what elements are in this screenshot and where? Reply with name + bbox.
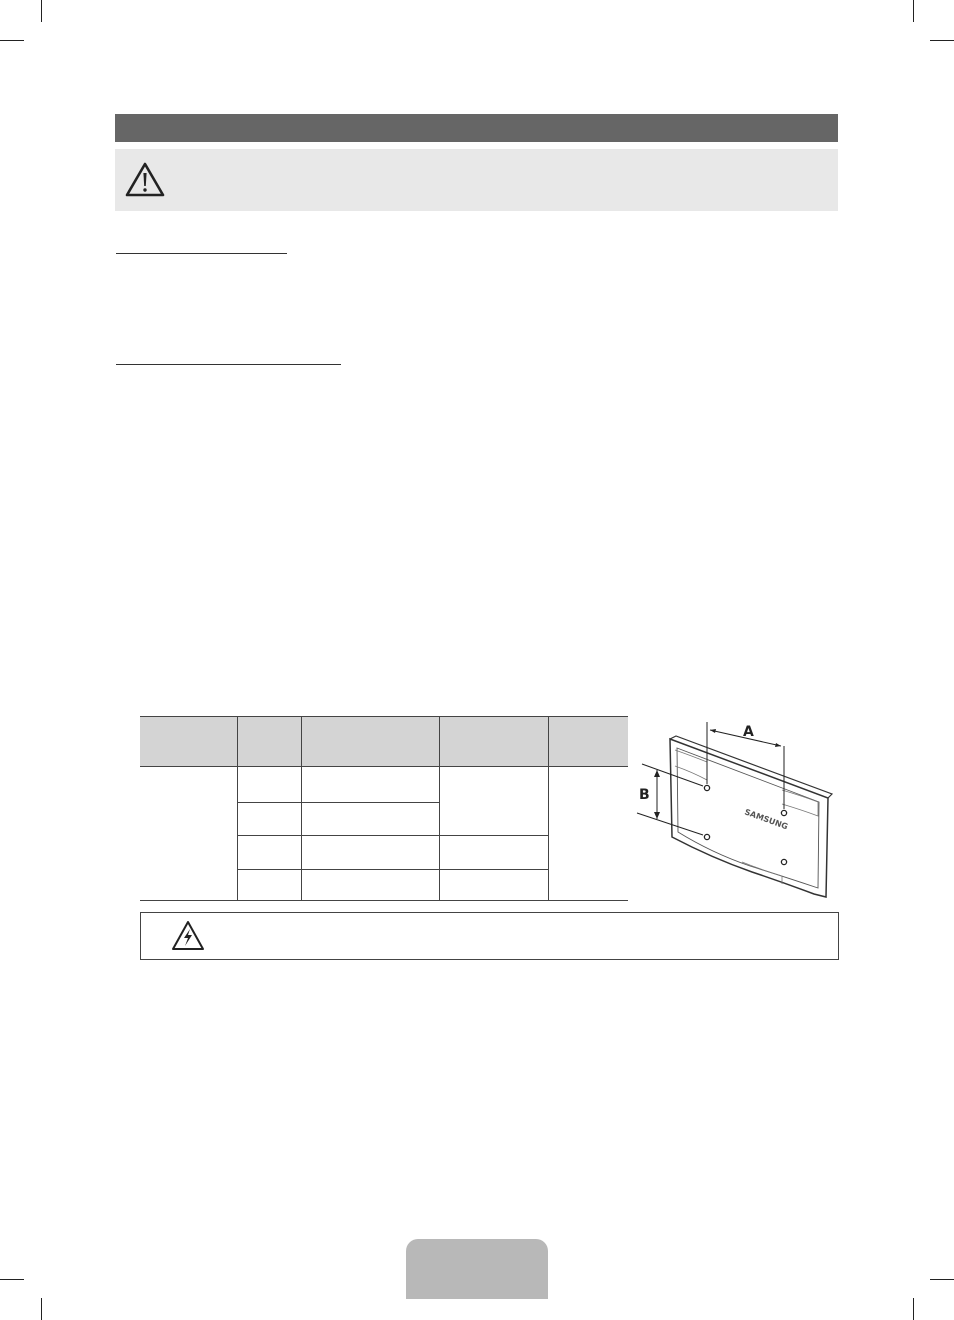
subsection-rule-2 xyxy=(116,364,341,365)
dimension-label-a: A xyxy=(743,724,754,740)
dimension-label-b: B xyxy=(639,787,650,803)
electric-shock-notice-box xyxy=(140,912,839,960)
crop-mark-top-left-h xyxy=(0,40,24,41)
table-row-rule-2 xyxy=(237,835,548,836)
table-header-row xyxy=(140,716,628,766)
page-number-tab xyxy=(406,1239,548,1299)
table-col-divider-3 xyxy=(439,716,440,900)
wall-mount-spec-table xyxy=(140,716,628,901)
warning-box xyxy=(115,149,838,211)
crop-mark-bottom-left-h xyxy=(0,1279,24,1280)
table-top-rule xyxy=(140,716,628,717)
table-bottom-rule xyxy=(140,900,628,901)
table-col-divider-1 xyxy=(237,716,238,900)
crop-mark-bottom-right-v xyxy=(913,1298,914,1320)
table-col-divider-4 xyxy=(548,716,549,900)
table-header-rule xyxy=(140,766,628,767)
subsection-rule-1 xyxy=(116,253,287,254)
electric-shock-icon xyxy=(171,920,205,952)
crop-mark-top-right-h xyxy=(930,40,954,41)
tv-brand-logo: SAMSUNG xyxy=(743,807,790,832)
table-row-rule-3 xyxy=(237,869,548,870)
section-header-bar xyxy=(115,114,838,142)
crop-mark-bottom-left-v xyxy=(41,1298,42,1320)
warning-triangle-icon xyxy=(124,161,166,199)
crop-mark-bottom-right-h xyxy=(930,1279,954,1280)
crop-mark-top-left-v xyxy=(41,0,42,22)
table-col-divider-2 xyxy=(301,716,302,900)
tv-back-mounting-diagram xyxy=(632,712,838,902)
crop-mark-top-right-v xyxy=(913,0,914,22)
table-row-rule-1 xyxy=(237,802,439,803)
